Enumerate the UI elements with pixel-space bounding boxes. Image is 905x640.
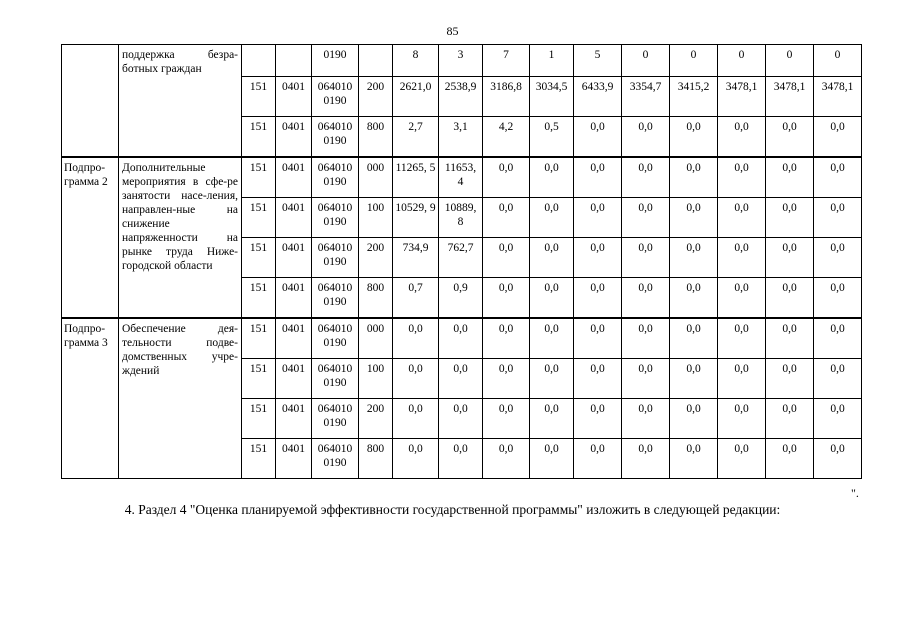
year-value-cell: 0,0 (574, 278, 622, 319)
target-item-code-cell: 064010 0190 (312, 399, 359, 439)
year-value-cell: 0,0 (814, 399, 862, 439)
section-code-cell: 0401 (276, 399, 312, 439)
target-item-code-cell: 064010 0190 (312, 359, 359, 399)
year-value-cell: 0,0 (814, 278, 862, 319)
section-code-cell: 0401 (276, 318, 312, 359)
grbs-code-cell: 151 (242, 238, 276, 278)
year-value-cell: 0,0 (814, 238, 862, 278)
year-value-cell: 0,0 (670, 359, 718, 399)
year-value-cell: 10889, 8 (439, 198, 483, 238)
section-code-cell: 0401 (276, 359, 312, 399)
expense-type-code-cell (359, 45, 393, 77)
grbs-code-cell: 151 (242, 318, 276, 359)
grbs-code-cell: 151 (242, 399, 276, 439)
year-value-cell: 0,0 (393, 359, 439, 399)
year-value-cell: 0,0 (622, 117, 670, 158)
year-value-cell: 0,0 (574, 238, 622, 278)
table-row (62, 318, 862, 359)
target-item-code-cell: 0190 (312, 45, 359, 77)
year-value-cell: 0,0 (483, 318, 530, 359)
year-value-cell: 0,0 (814, 439, 862, 479)
section-code-cell: 0401 (276, 278, 312, 319)
year-value-cell: 0,0 (574, 198, 622, 238)
section-code-cell: 0401 (276, 238, 312, 278)
year-value-cell: 0,0 (814, 157, 862, 198)
page-number: 85 (446, 24, 459, 38)
target-item-code-cell: 064010 0190 (312, 238, 359, 278)
expense-type-code-cell: 100 (359, 359, 393, 399)
year-value-cell: 0,0 (622, 238, 670, 278)
year-value-cell: 0 (622, 45, 670, 77)
year-value-cell: 0,0 (622, 318, 670, 359)
expense-type-code-cell: 000 (359, 318, 393, 359)
section-code-cell: 0401 (276, 198, 312, 238)
expense-type-code-cell: 800 (359, 278, 393, 319)
expense-type-code-cell: 200 (359, 399, 393, 439)
year-value-cell: 4,2 (483, 117, 530, 158)
year-value-cell: 0,0 (483, 439, 530, 479)
year-value-cell: 0,5 (530, 117, 574, 158)
year-value-cell: 10529, 9 (393, 198, 439, 238)
year-value-cell: 0,0 (574, 359, 622, 399)
closing-quote: ". (851, 486, 859, 500)
year-value-cell: 8 (393, 45, 439, 77)
year-value-cell: 0,9 (439, 278, 483, 319)
year-value-cell: 3478,1 (718, 77, 766, 117)
year-value-cell: 3,1 (439, 117, 483, 158)
year-value-cell: 0 (670, 45, 718, 77)
year-value-cell: 0,0 (439, 318, 483, 359)
subprogram-description: Дополнительные мероприятия в сфе-ре занятости насе-ления, направлен-ные на снижение напряженности на рынке труда Ниже-городской области (119, 157, 242, 318)
section-code-cell: 0401 (276, 77, 312, 117)
year-value-cell: 3186,8 (483, 77, 530, 117)
year-value-cell: 0,0 (718, 439, 766, 479)
year-value-cell: 0,0 (483, 359, 530, 399)
year-value-cell: 2621,0 (393, 77, 439, 117)
year-value-cell: 0,0 (814, 117, 862, 158)
year-value-cell: 6433,9 (574, 77, 622, 117)
budget-table-body (62, 45, 862, 479)
year-value-cell: 2,7 (393, 117, 439, 158)
year-value-cell: 762,7 (439, 238, 483, 278)
grbs-code-cell: 151 (242, 439, 276, 479)
year-value-cell: 0,0 (439, 439, 483, 479)
year-value-cell: 0,0 (483, 278, 530, 319)
year-value-cell: 0,0 (393, 318, 439, 359)
year-value-cell: 3 (439, 45, 483, 77)
year-value-cell: 0,0 (718, 117, 766, 158)
year-value-cell: 0,0 (530, 359, 574, 399)
year-value-cell: 3354,7 (622, 77, 670, 117)
year-value-cell: 0,0 (766, 238, 814, 278)
subprogram-description: Обеспечение дея-тельности подве-домственных учре-ждений (119, 318, 242, 479)
year-value-cell: 0,0 (766, 117, 814, 158)
year-value-cell: 0,0 (483, 399, 530, 439)
year-value-cell: 3478,1 (814, 77, 862, 117)
year-value-cell: 0,0 (530, 157, 574, 198)
year-value-cell: 0,7 (393, 278, 439, 319)
year-value-cell: 0,0 (530, 238, 574, 278)
year-value-cell: 0,0 (718, 198, 766, 238)
expense-type-code-cell: 200 (359, 77, 393, 117)
year-value-cell: 0,0 (393, 399, 439, 439)
year-value-cell: 0,0 (483, 238, 530, 278)
year-value-cell: 0,0 (574, 439, 622, 479)
target-item-code-cell: 064010 0190 (312, 278, 359, 319)
year-value-cell: 0,0 (766, 157, 814, 198)
expense-type-code-cell: 000 (359, 157, 393, 198)
grbs-code-cell: 151 (242, 77, 276, 117)
year-value-cell: 0 (766, 45, 814, 77)
table-row (62, 45, 862, 77)
year-value-cell: 0,0 (766, 359, 814, 399)
year-value-cell: 0 (814, 45, 862, 77)
year-value-cell: 0,0 (766, 198, 814, 238)
year-value-cell: 5 (574, 45, 622, 77)
grbs-code-cell: 151 (242, 198, 276, 238)
year-value-cell: 0,0 (574, 399, 622, 439)
section-code-cell: 0401 (276, 157, 312, 198)
year-value-cell: 0,0 (439, 399, 483, 439)
target-item-code-cell: 064010 0190 (312, 318, 359, 359)
year-value-cell: 0,0 (670, 278, 718, 319)
year-value-cell: 0,0 (393, 439, 439, 479)
subprogram-label (62, 45, 119, 158)
year-value-cell: 0,0 (766, 318, 814, 359)
year-value-cell: 3034,5 (530, 77, 574, 117)
target-item-code-cell: 064010 0190 (312, 117, 359, 158)
subprogram-description: поддержка безра-ботных граждан (119, 45, 242, 158)
year-value-cell: 0,0 (439, 359, 483, 399)
year-value-cell: 0,0 (622, 359, 670, 399)
year-value-cell: 0,0 (718, 318, 766, 359)
grbs-code-cell: 151 (242, 278, 276, 319)
year-value-cell: 7 (483, 45, 530, 77)
year-value-cell: 0,0 (766, 439, 814, 479)
year-value-cell: 0,0 (718, 157, 766, 198)
grbs-code-cell: 151 (242, 117, 276, 158)
year-value-cell: 0,0 (530, 399, 574, 439)
year-value-cell: 0,0 (622, 399, 670, 439)
year-value-cell: 0,0 (530, 318, 574, 359)
year-value-cell: 0,0 (574, 157, 622, 198)
year-value-cell: 11265, 5 (393, 157, 439, 198)
year-value-cell: 0,0 (622, 439, 670, 479)
year-value-cell: 0 (718, 45, 766, 77)
year-value-cell: 0,0 (670, 439, 718, 479)
year-value-cell: 0,0 (670, 318, 718, 359)
year-value-cell: 0,0 (718, 238, 766, 278)
year-value-cell: 11653, 4 (439, 157, 483, 198)
grbs-code-cell: 151 (242, 157, 276, 198)
year-value-cell: 0,0 (574, 117, 622, 158)
year-value-cell: 0,0 (670, 238, 718, 278)
year-value-cell: 3415,2 (670, 77, 718, 117)
target-item-code-cell: 064010 0190 (312, 439, 359, 479)
target-item-code-cell: 064010 0190 (312, 77, 359, 117)
year-value-cell: 0,0 (670, 198, 718, 238)
year-value-cell: 0,0 (766, 399, 814, 439)
year-value-cell: 0,0 (670, 157, 718, 198)
section-code-cell: 0401 (276, 117, 312, 158)
closing-paragraph: 4. Раздел 4 "Оценка планируемой эффективности государственной программы" изложить в следующей редакции: (124, 502, 781, 517)
target-item-code-cell: 064010 0190 (312, 198, 359, 238)
expense-type-code-cell: 800 (359, 439, 393, 479)
year-value-cell: 0,0 (483, 157, 530, 198)
section-code-cell: 0401 (276, 439, 312, 479)
year-value-cell: 3478,1 (766, 77, 814, 117)
expense-type-code-cell: 800 (359, 117, 393, 158)
year-value-cell: 0,0 (766, 278, 814, 319)
year-value-cell: 0,0 (622, 198, 670, 238)
year-value-cell: 734,9 (393, 238, 439, 278)
year-value-cell: 0,0 (718, 359, 766, 399)
year-value-cell: 0,0 (814, 318, 862, 359)
year-value-cell: 2538,9 (439, 77, 483, 117)
year-value-cell: 0,0 (718, 278, 766, 319)
year-value-cell: 0,0 (530, 439, 574, 479)
subprogram-label: Подпро-грамма 2 (62, 157, 119, 318)
subprogram-label: Подпро-грамма 3 (62, 318, 119, 479)
section-code-cell (276, 45, 312, 77)
target-item-code-cell: 064010 0190 (312, 157, 359, 198)
expense-type-code-cell: 200 (359, 238, 393, 278)
year-value-cell: 0,0 (574, 318, 622, 359)
year-value-cell: 0,0 (814, 198, 862, 238)
table-row (62, 157, 862, 198)
year-value-cell: 0,0 (622, 157, 670, 198)
year-value-cell: 1 (530, 45, 574, 77)
budget-table (61, 44, 862, 479)
year-value-cell: 0,0 (718, 399, 766, 439)
grbs-code-cell: 151 (242, 359, 276, 399)
year-value-cell: 0,0 (670, 399, 718, 439)
year-value-cell: 0,0 (622, 278, 670, 319)
grbs-code-cell (242, 45, 276, 77)
year-value-cell: 0,0 (670, 117, 718, 158)
expense-type-code-cell: 100 (359, 198, 393, 238)
year-value-cell: 0,0 (483, 198, 530, 238)
year-value-cell: 0,0 (530, 278, 574, 319)
year-value-cell: 0,0 (814, 359, 862, 399)
year-value-cell: 0,0 (530, 198, 574, 238)
